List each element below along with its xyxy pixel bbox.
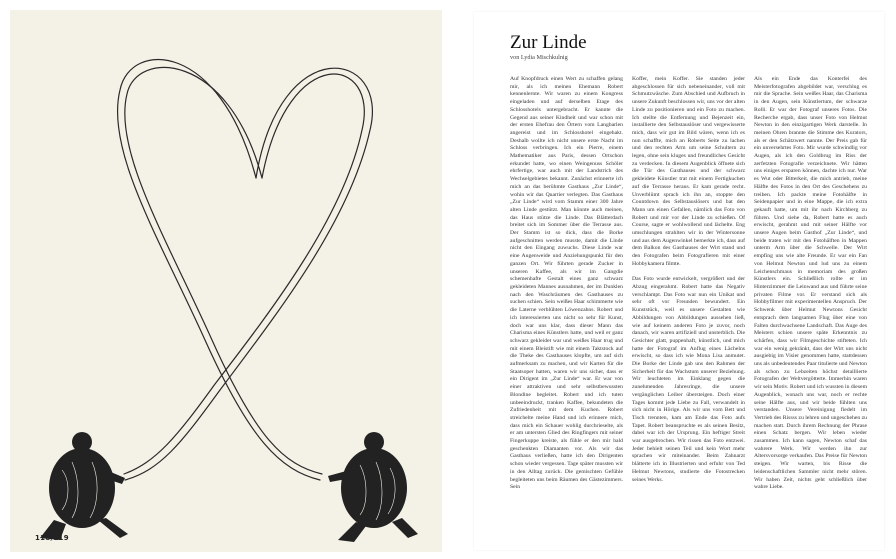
right-figure <box>328 432 418 542</box>
article-column-3 <box>754 76 867 544</box>
article-column-1-text: Auf Knopfdruck einen Wert zu schaffen gelang mir, als ich meinen Ehemann Robert kennenlernte. Wir waren zu einem Kongress eingeladen und auf derselben Etage des Schlosshotels untergebracht. Er kannte die Gegend aus seiner Kindheit und war schon mit der ersten Ehefrau den Örtern vom Langbarlen angereist und im Schlosshotel eingehakt. Deshalb wollte ich nicht unsere erste Nacht im Schloss verbringen. Ich ein Pierre, einem Mathematiker aus Paris, dessen Ortschon erkundet hatte, wo einen Weingenuss Schöler ehrfertige, war auch mit der Landstrich des Wechselgebietes bekannt. Zunächst erinnerte ich mich an das berühmte Gasthaus „Zur Linde“, wohin wir das Quartier verlegten. Das Gasthaus „Zur Linde“ wird vom Stamm einer 300 Jahre alten Linde gestützt. Man könnte auch meinen, das Haus stütze die Linde. Das Blätterdach breitet sich im Sommer über die Terrasse aus. Der Stamm ist so dick, dass die Borke aufgeschnitten werden musste, damit die Linde nicht den Eingang zuwuchs. Diese Linde war eine Augenweide und Anziehungspunkt für den ganzen Ort. Wir führten gerade Zucker in unseren Kaffee, als wir im Gangdie schemenhafte Gestalt eines ganz schwarz gekleideten Mannes ausnahmen, der im Dunklen nach den Waschräumen des Gasthauses zu suchen schien. Sein weißes Haar schimmerte wie die Laterne verblühten Löwenzahns. Robert und ich interessierten uns nicht so sehr für Kunst, doch war uns klar, dass dieser Mann das Charisma eines Künstlers hatte, und weil er ganz schwarz gekleidet war und weißes Haar trug und mit einem Bleistift wie mit einem Taktstock auf die Theke des Gasthauses klopfte, um auf sich aufmerksam zu machen, und wir Karten für die Staatsoper hatten, waren wir uns sicher, dass er ein Dirigent im „Zur Linde“ war. Er war von einer attraktiven und sehr selbstbewussten Blondine begleitet. Robert und ich tuten unbeeindruckt, tranken Kaffee, bekundeten die Zufriedenheit mit dem Kuchen. Robert streichelte meine Hand und ich erinnere mich, dass mich ein Schauer wohlig durchrieselte, als er am untersten Glied des Ringfingers mit seiner Fingerkuppe kreiste, als fühle er den mir bald geschenkten Diamanten vor. Als wir das Gasthaus verließen, hatte ich den Dirigenten schon wieder vergessen. Tage später mussten wir in den Alltag zurück. Die gemischten Gefühle begleiteten uns beim Räumen des Gästezimmers. Sein <box>510 76 623 491</box>
heart-rope-inner <box>125 67 322 474</box>
left-page-illustration <box>10 10 442 552</box>
page-number: 118/119 <box>35 534 69 542</box>
article-title: Zur Linde <box>510 32 587 53</box>
article-column-2 <box>632 76 745 544</box>
right-page-article <box>474 12 884 550</box>
heart-rope-illustration <box>10 10 442 552</box>
heart-rope-outer-right <box>125 68 372 480</box>
article-column-2-text: Koffer, mein Koffer. Sie standen jeder abgeschlossen für sich nebeneinander, voll mit Schmutzwäsche. Zum Abschied und Aufbruch in unsere Zukunft beschlossen wir, uns vor der alten Linde zu positionieren und ein Foto zu machen. Ich stellte die Entfernung und Bejenzeit ein, installierte den Selbstauslöser und vergewisserte mich, dass wir gut im Bild wären, wenn ich es nun schaffte, mich an Roberts Seite zu lachen und den rechten Arm um seine Schultern zu legen, ohne sein kluges und freundliches Gesicht zu verdecken. In diesem Augenblick öffnete sich die Tür des Gasthauses und der schwarz gekleidete Künstler trat mit einem Fertigkuchen auf die Terrasse heraus. Er kam gerade recht. Unverblümt sprach ich ihn an, stoppte den Countdown des Selbstauslösers und bat den Mann um einen Gefallen, nämlich das Foto von Robert und mir vor der Linde zu schießen. Of Course, sagte er wohlwollend und lächelte. Eng umschlungen strahlten wir in der Wintersonne und aus dem Augenwinkel bemerkte ich, dass auf dem Balkon des Gasthauses der Wirt stand und den Fotografen beim Fotografieren mit einer Hobbykamera filmte. Das Foto wurde entwickelt, vergrößert und der Abzug eingerahmt. Robert hatte das Negativ verschlampt. Das Foto war nun ein Unikat und sehr oft vor Freunden bewundert. Ein Kunststück, weil es unsere Gestalten wie Abbildungen von Abbildungen aussehen ließ, wie auf keinem anderen Foto je zuvor, noch danach, wir waren artifiziell und unsterblich. Die Gesichter glatt, puppenhaft, künstlich, und mich hatte der Fotograf im Anflug eines Lächelns erwischt, so dass ich wie Mona Lisa anmutet. Die Borke der Linde gab uns den Rahmen der Sicherheit für das Wachstum unserer Beziehung. Wir leuchteten im Einklang gegen die zunehmenden Jahresringe, die unsere vergänglichen Leiber übersteigen. Doch einer Tages kommt jede Liebe zu Fall, verwandelt in sich nicht in Hörige. Als wir uns vom Bett und Tisch trennten, kam am Ende das Foto aufs Tapet. Robert beanspruchte es als seinen Besitz, dabei war ich der Ursprung. Ein heftiger Streit war ausgebrochen. Wir rissen das Foto entzwei. Jeder behielt seinen Teil und kein Wort mehr sprachen wir miteinander. Beim Zahnarzt blätterte ich in Illustrierten und erfuhr von Ted Helmut Newtons, studierte die Fotostrecken seines Werks. <box>632 76 745 483</box>
article-column-1 <box>510 76 623 544</box>
heart-rope-outer <box>117 59 320 480</box>
heart-rope-inner-right <box>124 74 364 474</box>
article-column-3-text: Als ein Ende das Konterfei des Meisterfotografen abgebildet war, verschlug es mir die Sprache. Sein weißes Haar, das Charisma in den Augen, sein Künstlertum, der schwarze Rolli. Er war der Fotograf unseres Fotos. Die Recherche ergab, dass unser Foto von Helmut Newton in den einzigartigen Werk darstelle. In meinen Ohren brannte die Stimme des Kurators, als er den Schätzwert nannte. Der Preis gab für ein unversehrtes Foto. Mir wurde schwindlig vor Augen, als ich den Goldbrug im Riss der zerfetzten Fotografie verzeichnete. Wir hätten uns einiges ersparen können, dachte ich nur. War es Wut oder Bitterkeit, die mich antrieb, meine Hälfte des Fotos in den Ort des Geschehens zu treiben. Ich packte meine Fotohälfte in Seidenpapier und in eine Mappe, die ich extra gekauft hatte, um mit ihr nach Kirchberg zu führen. Und siehe da, Robert hatte es auch erwischt, gerahmt und mit seiner Hälfte vor unsere Augen beim Gasthof „Zur Linde“, und beide traten wir mit den Fotohälften in Mappen unterm Arm über die Schwelle. Der Wirt empfing uns wie alte Freunde. Er war ein Fan von Helmut Newton und lud uns zu einem Leichenschmaus in memoriam des großen Künstlers ein. Schließlich rollte er im Hinterzimmer die Leinwand aus und führte seine privaten Filme vor. Er verstand sich als Hobbyfilmer mit experimentellen Anspruch. Der Schwenk über Helmut Newtons Gesicht entsprach dem langsamen Flug über eine von Falten durchwachsene Landschaft. Das Auge des Meisters schien unsere späte Erkenntnis zu schärfen, dass wir Filmgeschichte stifteten. Ich war ein wenig gekränkt, dass der Wirt uns nicht ausgiebig im Visier genommen hatte, stattdessen uns als unbedeutendes Paar titulierte und Newton als schon zu Lebzeiten höchst detaillierte Fotografen der Weltvergötterte. Immerhin waren wir sein Motiv. Robert und ich wussten in diesem Augenblick, wonach uns war, noch er rechte seine Hälfte aus, und wir beide fühlten uns verstanden. Unsere Vereinigung fiedelt im Vertrieb des Rissss zu lehren und ungeschehen zu machen statt. Durch ihrem Rechnung der Phrase einen Schatz bergen. Wir leben wieder zusammen. Ich kann sagen, Newton schaf das wahrere Werk. Wir werden ihn zur Altersvorsorge verkaufen. Das Preise für Newton steigen. Wir warten, bis Risse die leidenschaftlichen Sammler nicht mehr stören. Wir haben Zeit, nichts geht schließlich über wahre Liebe. <box>754 76 867 491</box>
left-figure <box>40 432 128 540</box>
article-byline: von Lydia Mischkulnig <box>510 54 568 61</box>
